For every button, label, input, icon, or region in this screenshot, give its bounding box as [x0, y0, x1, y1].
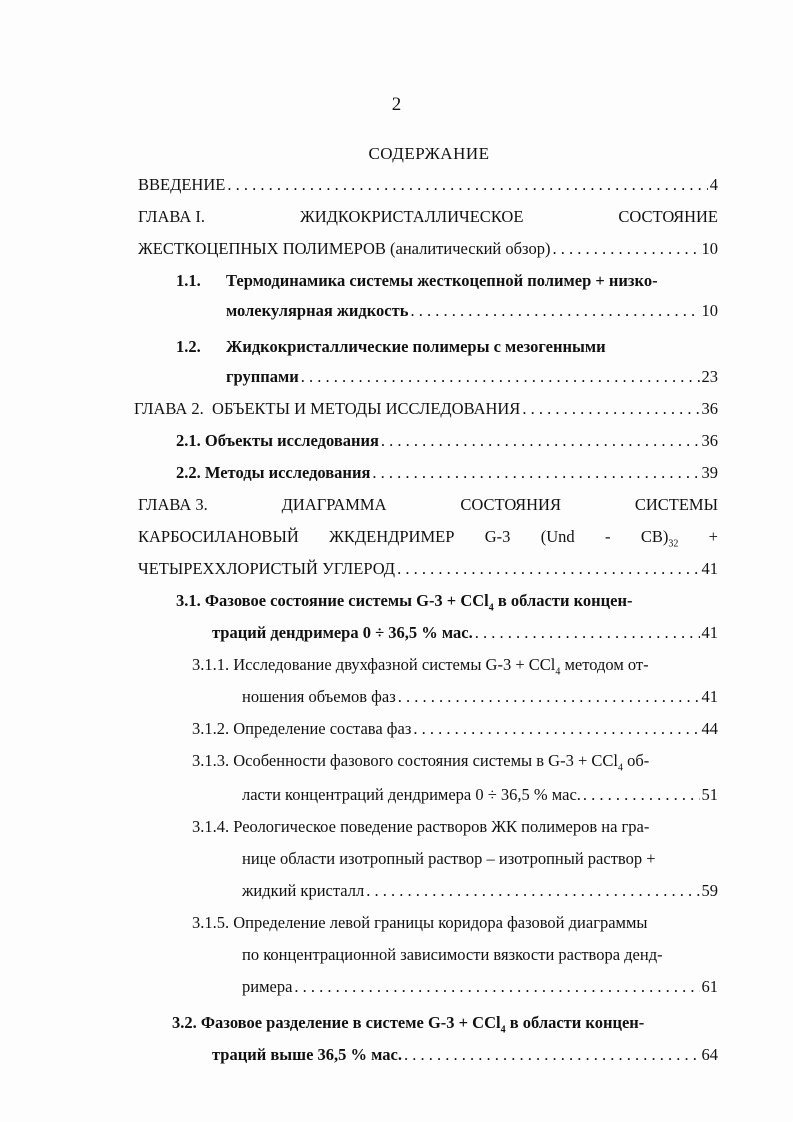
toc-entry-title: Термодинамика системы жесткоцепной полимер + низко-	[226, 271, 658, 290]
toc-page-number: 44	[701, 719, 718, 738]
toc-section-3-1-line-1[interactable]	[176, 588, 718, 614]
toc-entry-title: 3.1.5. Определение левой границы коридора фазовой диаграммы	[192, 913, 648, 932]
toc-subsection-3-1-3-line-1[interactable]	[192, 748, 718, 774]
toc-page-number: 10	[701, 239, 718, 258]
section-number: 1.2.	[176, 337, 201, 356]
toc-entry-title	[192, 748, 649, 781]
toc-subsection-3-1-5-line-1[interactable]	[192, 910, 718, 936]
dot-leader	[381, 428, 700, 454]
toc-chapter-3-line-2[interactable]	[138, 524, 718, 550]
toc-chapter-2[interactable]	[134, 396, 718, 422]
section-number: 1.1.	[176, 271, 201, 290]
title-part: 3.1.3. Особенности фазового состояния системы в G-3 + CCl	[192, 751, 618, 770]
toc-entry-title: ласти концентраций дендримера 0 ÷ 36,5 % мас.	[242, 785, 581, 804]
toc-entry-title: жидкий кристалл	[242, 881, 365, 900]
chapter-title-word: -	[604, 527, 611, 546]
toc-page-number: 23	[701, 367, 718, 386]
chapter-title-word: СИСТЕМЫ	[634, 495, 718, 514]
toc-subsection-3-1-2[interactable]	[192, 716, 718, 742]
toc-section-2-2[interactable]	[176, 460, 718, 486]
dot-leader	[301, 364, 700, 390]
chapter-label: ГЛАВА I.	[138, 207, 206, 226]
toc-section-1-1-line-2[interactable]	[226, 298, 718, 324]
toc-entry-title: Жидкокристаллические полимеры с мезогенными	[226, 337, 606, 356]
toc-entry-title: молекулярная жидкость	[226, 301, 409, 320]
chapter-title-word: КАРБОСИЛАНОВЫЙ	[138, 527, 299, 546]
toc-page-number: 61	[701, 977, 718, 996]
toc-entry-title: 3.1.4. Реологическое поведение растворов ЖК полимеров на гра-	[192, 817, 650, 836]
toc-entry-title: траций выше 36,5 % мас.	[212, 1045, 402, 1064]
title-part: об-	[623, 751, 650, 770]
toc-page-number: 36	[701, 431, 718, 450]
formula-subscript: 4	[488, 602, 494, 614]
toc-section-1-2-line-1[interactable]	[176, 334, 718, 360]
toc-page-number: 59	[701, 881, 718, 900]
toc-page-number: 41	[701, 687, 718, 706]
toc-subsection-3-1-5-line-2[interactable]	[242, 942, 718, 968]
formula-subscript: 4	[500, 1024, 506, 1036]
toc-entry-intro[interactable]	[138, 172, 718, 198]
page-title: СОДЕРЖАНИЕ	[368, 144, 490, 163]
toc-subsection-3-1-1-line-1[interactable]	[192, 652, 718, 678]
page-number: 2	[391, 94, 402, 115]
dot-leader	[413, 716, 699, 742]
title-part: методом от-	[560, 655, 649, 674]
toc-section-2-1[interactable]	[176, 428, 718, 454]
dot-leader	[366, 878, 699, 904]
toc-entry-title: ношения объемов фаз	[242, 687, 396, 706]
toc-subsection-3-1-4-line-1[interactable]	[192, 814, 718, 840]
toc-section-1-1-line-1[interactable]	[176, 268, 718, 294]
chapter-label: ГЛАВА 3.	[138, 495, 208, 514]
toc-page-number: 39	[701, 463, 718, 482]
dot-leader	[475, 620, 700, 646]
toc-chapter-1-line-2[interactable]	[138, 236, 718, 262]
dot-leader	[227, 172, 707, 198]
toc-subsection-3-1-1-line-2[interactable]	[242, 684, 718, 710]
toc-chapter-3-line-3[interactable]	[138, 556, 718, 582]
title-part: в области концен-	[505, 1013, 645, 1032]
toc-chapter-3-line-1[interactable]	[138, 492, 718, 518]
toc-entry-title: нице области изотропный раствор – изотропный раствор +	[242, 849, 656, 868]
toc-entry-title: ЖЕСТКОЦЕПНЫХ ПОЛИМЕРОВ (аналитический обзор)	[138, 239, 551, 258]
toc-section-1-2-line-2[interactable]	[226, 364, 718, 390]
formula-text: CB)	[640, 527, 669, 546]
toc-subsection-3-1-3-line-2[interactable]	[242, 782, 718, 808]
toc-entry-title	[192, 652, 649, 685]
toc-entry-title: 2.2. Методы исследования	[176, 463, 371, 482]
toc-entry-title: ЧЕТЫРЕХХЛОРИСТЫЙ УГЛЕРОД	[138, 559, 396, 578]
toc-entry-title	[176, 588, 632, 621]
chapter-title-word: СОСТОЯНИЕ	[618, 207, 718, 226]
formula-subscript: 32	[668, 538, 679, 550]
title-part: в области концен-	[493, 591, 633, 610]
toc-entry-title: римера	[242, 977, 293, 996]
title-part: 3.1. Фазовое состояние системы G-3 + CCl	[176, 591, 489, 610]
toc-subsection-3-1-4-line-3[interactable]	[242, 878, 718, 904]
dot-leader	[294, 974, 699, 1000]
toc-section-3-2-line-1[interactable]	[172, 1010, 718, 1036]
toc-entry-title: 3.1.2. Определение состава фаз	[192, 719, 412, 738]
toc-entry-title: группами	[226, 367, 299, 386]
toc-section-3-2-line-2[interactable]	[212, 1042, 718, 1068]
formula-subscript: 4	[555, 666, 561, 678]
chapter-title-word: G-3	[484, 527, 511, 546]
toc-section-3-1-line-2[interactable]	[212, 620, 718, 646]
chapter-title-word: ЖИДКОКРИСТАЛЛИЧЕСКОЕ	[299, 207, 524, 226]
toc-page-number: 41	[701, 559, 718, 578]
toc-page-number: 4	[709, 175, 718, 194]
title-part: 3.2. Фазовое разделение в системе G-3 + CCl	[172, 1013, 501, 1032]
toc-entry-title: траций дендримера 0 ÷ 36,5 % мас.	[212, 623, 473, 642]
toc-page-number: 41	[701, 623, 718, 642]
toc-page-number: 51	[701, 785, 718, 804]
formula-subscript: 4	[618, 762, 623, 774]
toc-entry-title: 2.1. Объекты исследования	[176, 431, 379, 450]
toc-page-number: 36	[701, 399, 718, 418]
dot-leader	[583, 782, 700, 808]
chapter-title-word: СОСТОЯНИЯ	[460, 495, 561, 514]
dot-leader	[404, 1042, 700, 1068]
toc-chapter-1-line-1[interactable]	[138, 204, 718, 230]
chapter-title-word: +	[708, 527, 718, 546]
toc-page-number: 10	[701, 301, 718, 320]
chapter-title-word: (Und	[540, 527, 575, 546]
toc-entry-title: ВВЕДЕНИЕ	[138, 175, 226, 194]
toc-subsection-3-1-5-line-3[interactable]	[242, 974, 718, 1000]
dot-leader	[410, 298, 699, 324]
dot-leader	[398, 684, 700, 710]
toc-subsection-3-1-4-line-2[interactable]	[242, 846, 718, 872]
toc-entry-title: ГЛАВА 2. ОБЪЕКТЫ И МЕТОДЫ ИССЛЕДОВАНИЯ	[134, 399, 521, 418]
title-part: 3.1.1. Исследование двухфазной системы G-3 + CCl	[192, 655, 556, 674]
toc-entry-title	[172, 1010, 644, 1043]
chapter-title-word: ДИАГРАММА	[281, 495, 387, 514]
dot-leader	[522, 396, 699, 422]
dot-leader	[372, 460, 699, 486]
dot-leader	[552, 236, 699, 262]
toc-entry-title: по концентрационной зависимости вязкости раствора денд-	[242, 945, 663, 964]
toc-page-number: 64	[701, 1045, 718, 1064]
chapter-title-word	[641, 524, 679, 557]
dot-leader	[397, 556, 699, 582]
chapter-title-word: ЖКДЕНДРИМЕР	[329, 527, 455, 546]
